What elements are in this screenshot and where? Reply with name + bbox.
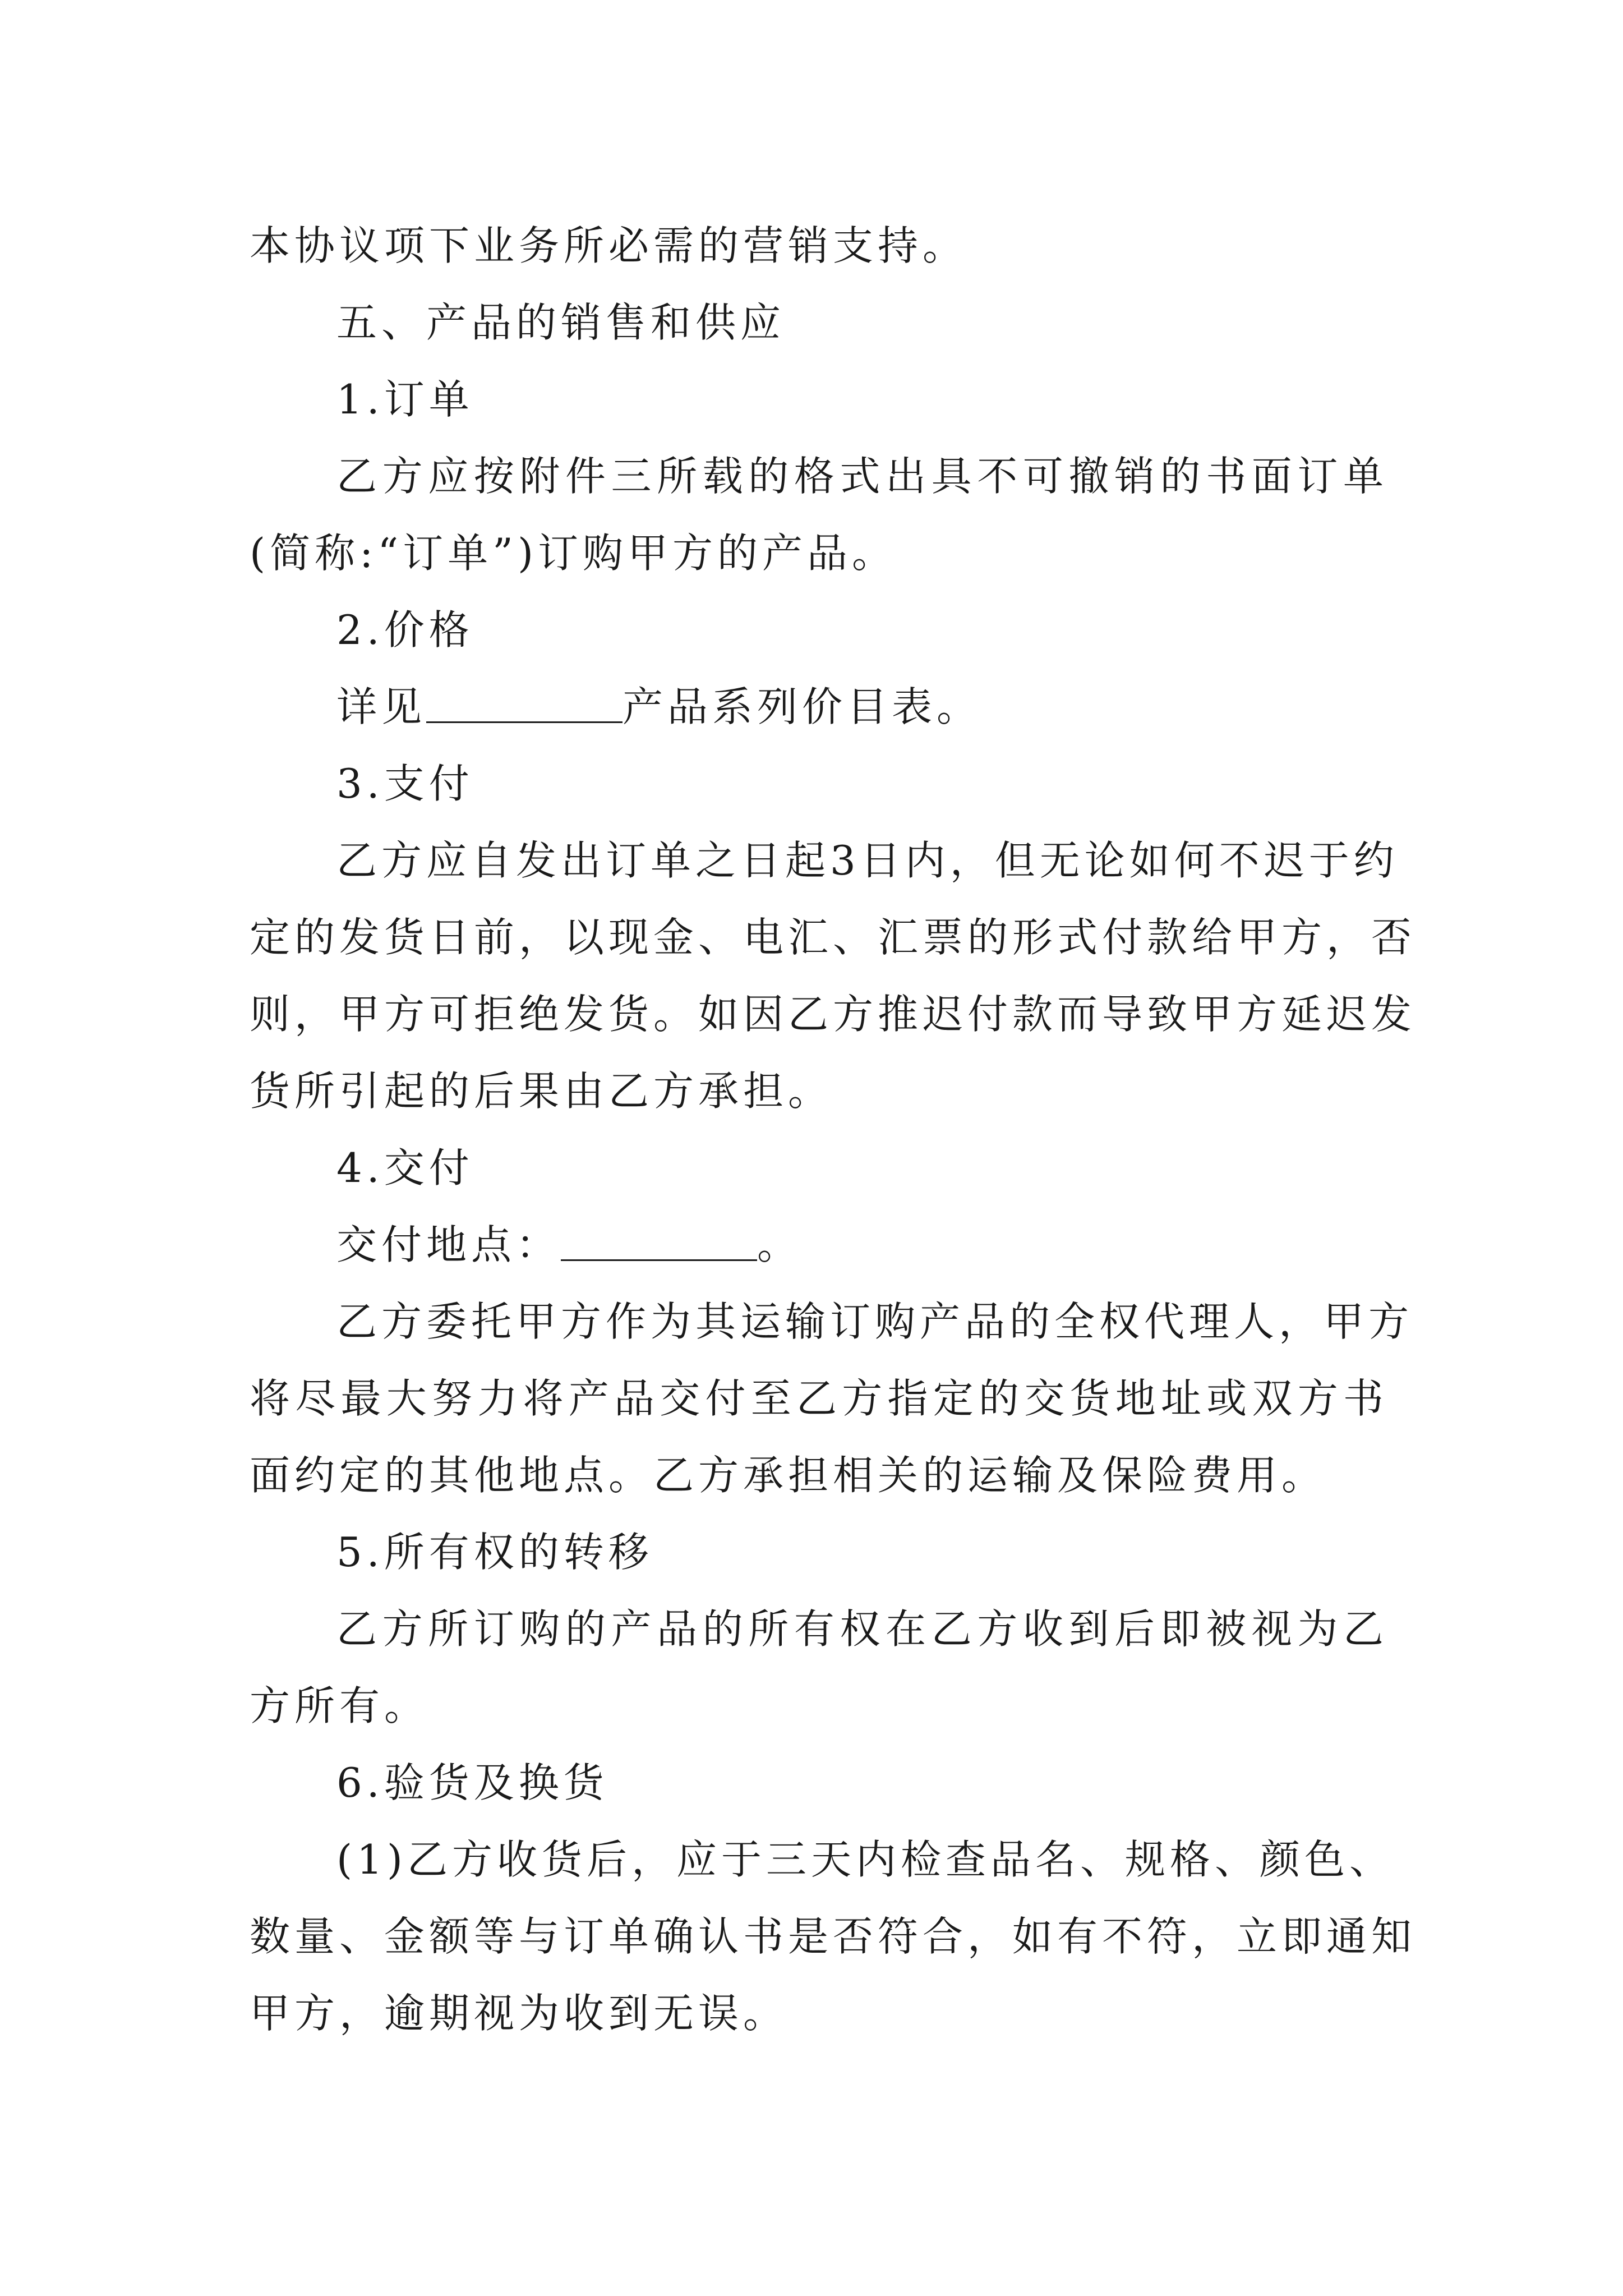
paragraph-line: (1)乙方收货后，应于三天内检查品名、规格、颜色、: [336, 1836, 1394, 1883]
paragraph-line: 面约定的其他地点。乙方承担相关的运输及保险费用。: [250, 1452, 1327, 1499]
paragraph-line: 方所有。: [250, 1682, 430, 1729]
subsection-heading: 1.订单: [336, 376, 474, 423]
subsection-heading: 5.所有权的转移: [336, 1529, 653, 1576]
paragraph-line: 将尽最大努力将产品交付至乙方指定的交货地址或双方书: [250, 1375, 1388, 1422]
paragraph-line: 本协议项下业务所必需的营销支持。: [250, 222, 968, 269]
price-prefix: 详见: [336, 683, 427, 730]
paragraph-line: 定的发货日前，以现金、电汇、汇票的形式付款给甲方，否: [250, 914, 1417, 961]
price-suffix: 产品系列价目表。: [623, 683, 982, 730]
paragraph-line: (简称:“订单”)订购甲方的产品。: [250, 530, 897, 577]
subsection-heading: 3.支付: [336, 760, 474, 807]
paragraph-line: 乙方应自发出订单之日起3日内，但无论如何不迟于约: [336, 837, 1399, 884]
blank-field: [426, 688, 623, 723]
subsection-heading: 4.交付: [336, 1144, 474, 1191]
blank-field: [561, 1226, 757, 1261]
paragraph-line: 数量、金额等与订单确认书是否符合，如有不符，立即通知: [250, 1913, 1417, 1960]
paragraph-line: 则，甲方可拒绝发货。如因乙方推迟付款而导致甲方延迟发: [250, 991, 1417, 1038]
paragraph-line: 乙方委托甲方作为其运输订购产品的全权代理人，甲方: [336, 1298, 1414, 1345]
subsection-heading: 6.验货及换货: [336, 1759, 608, 1806]
paragraph-line: [250, 1207, 1388, 1283]
paragraph-line: 乙方所订购的产品的所有权在乙方收到后即被视为乙: [336, 1605, 1388, 1653]
paragraph-line: [250, 669, 1388, 746]
delivery-place-label: 交付地点：: [336, 1221, 561, 1268]
subsection-heading: 2.价格: [336, 606, 474, 654]
delivery-place-end: 。: [757, 1221, 803, 1268]
paragraph-line: 乙方应按附件三所载的格式出具不可撤销的书面订单: [336, 453, 1388, 500]
paragraph-line: 甲方，逾期视为收到无误。: [250, 1990, 789, 2037]
section-heading: 五、产品的销售和供应: [336, 299, 786, 346]
document-page: [250, 208, 1417, 2052]
paragraph-line: 货所引起的后果由乙方承担。: [250, 1068, 833, 1115]
